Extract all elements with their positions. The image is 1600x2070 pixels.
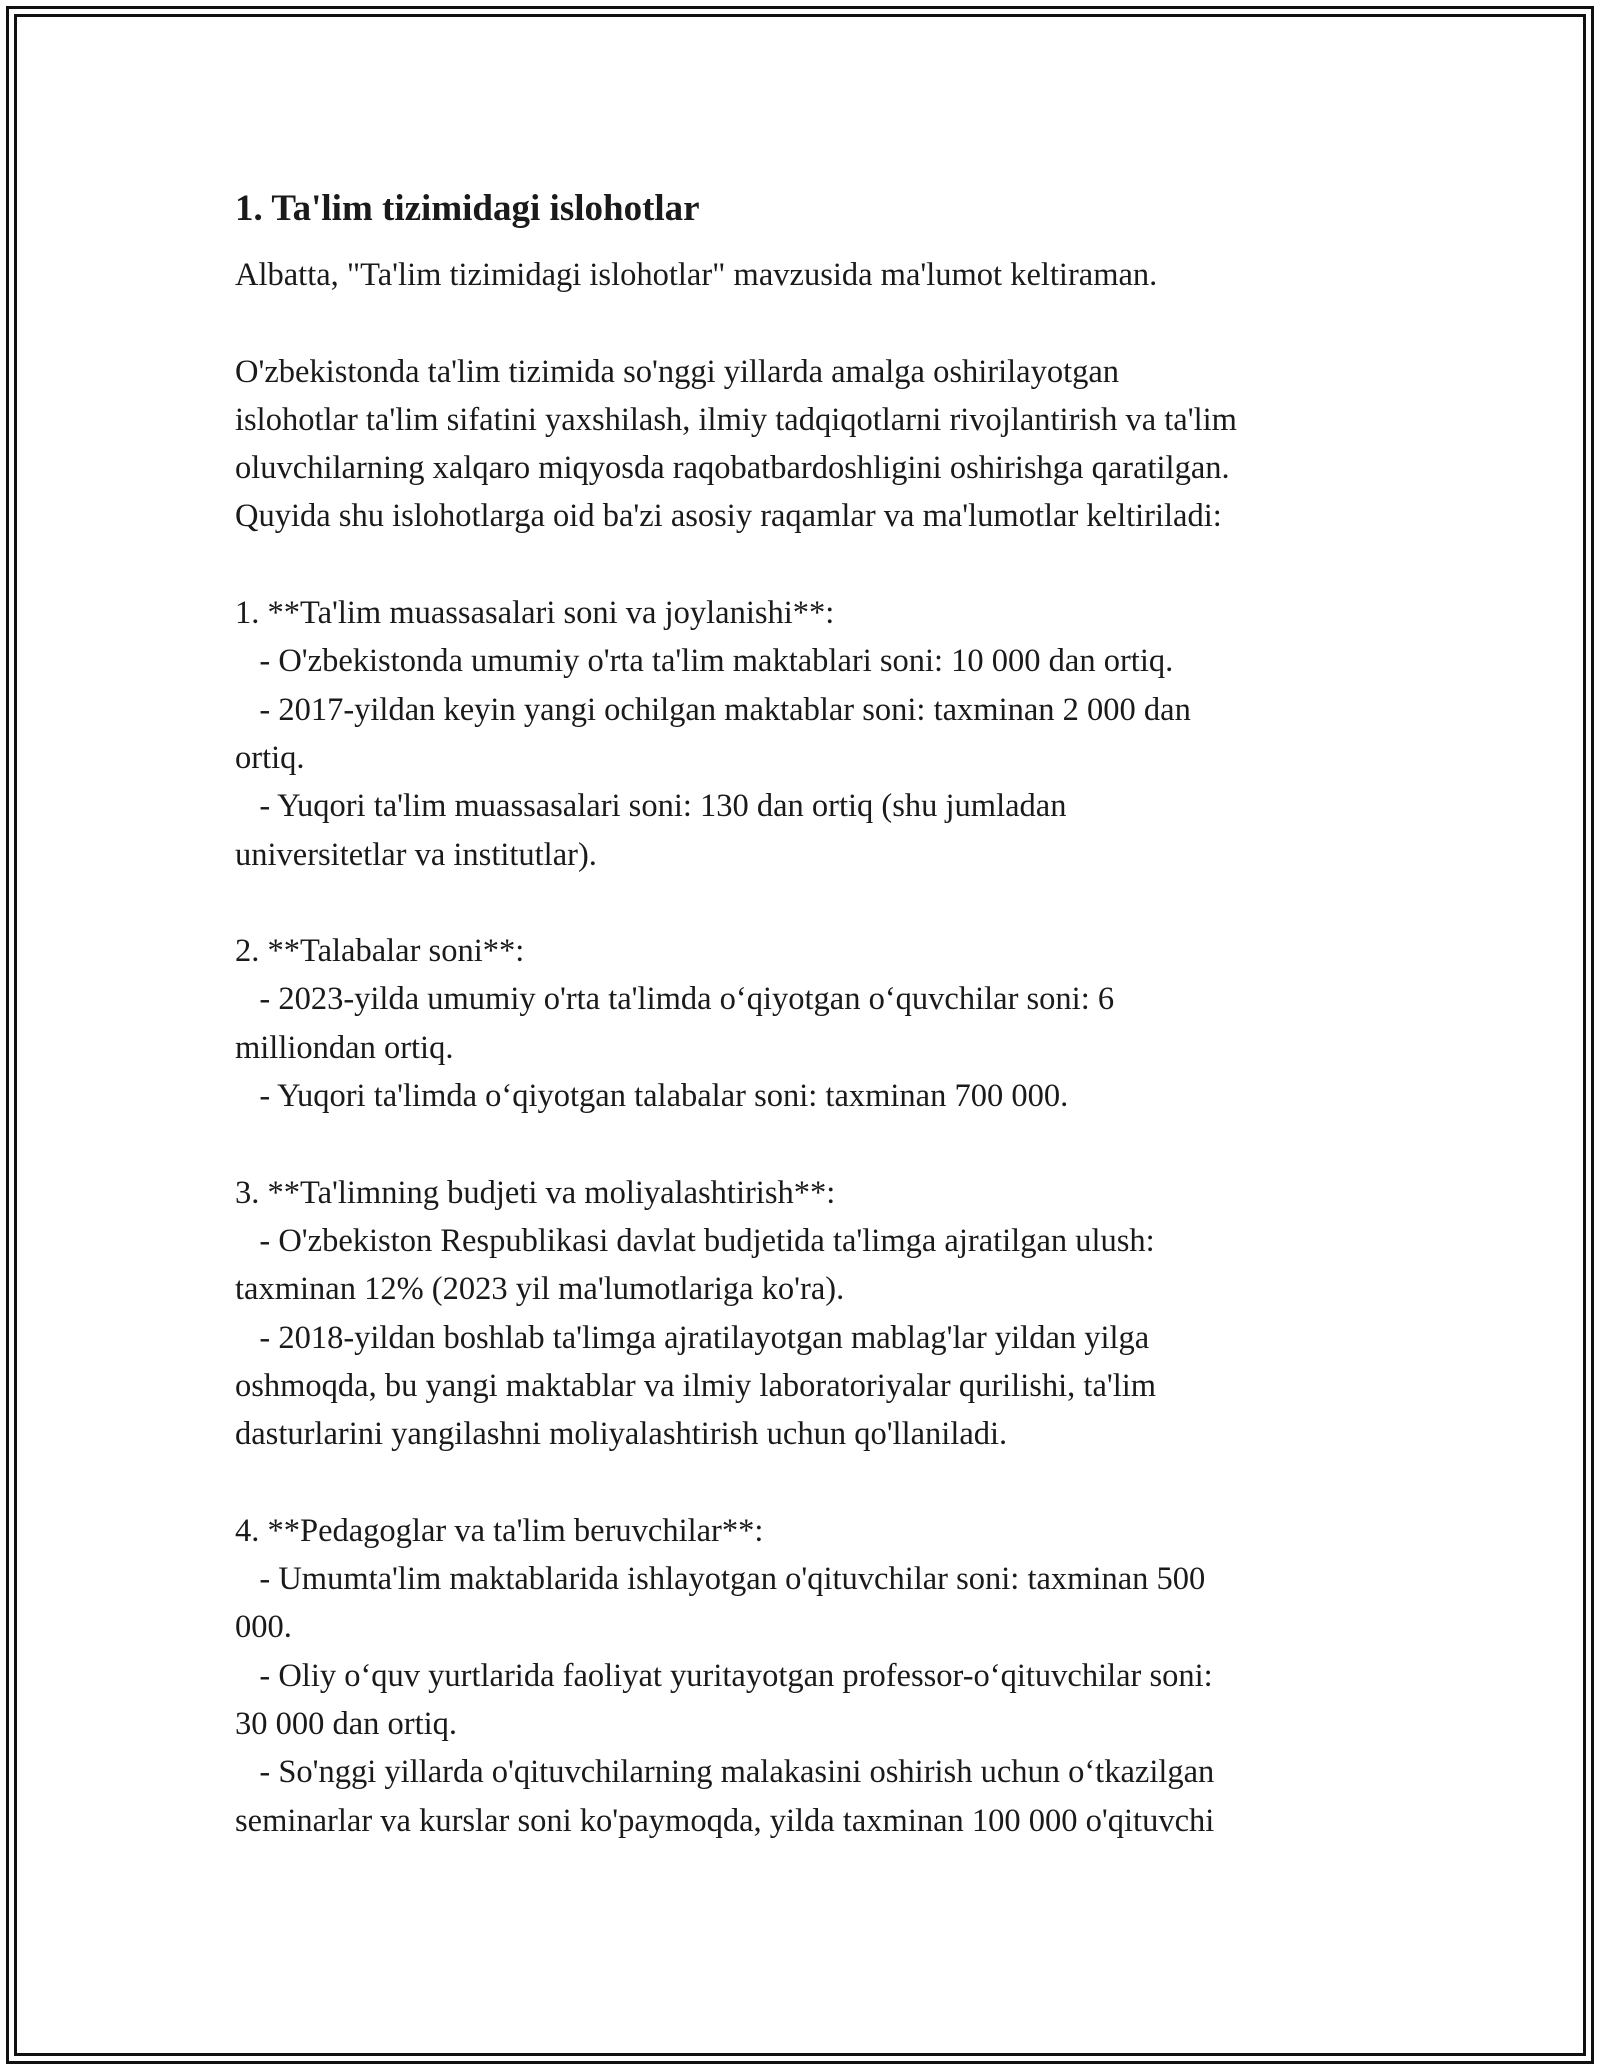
document-page (235, 185, 1365, 1845)
document-heading: 1. Ta'lim tizimidagi islohotlar (235, 188, 700, 229)
document-body: Albatta, "Ta'lim tizimidagi islohotlar" mavzusida ma'lumot keltiraman. O'zbekistonda ta'lim tizimida so'nggi yillarda amalga oshirilayotgan islohotlar ta'lim sifatini yaxshilash, ilmiy tadqiqotlarni rivojlantirish va ta'lim oluvchilarning xalqaro miqyosda raqobatbardoshligini oshirishga qaratilgan. Quyida shu islohotlarga oid ba'zi asosiy raqamlar va ma'lumotlar keltiriladi: 1. **Ta'lim muassasalari soni va joylanishi**: - O'zbekistonda umumiy o'rta ta'lim maktablari soni: 10 000 dan ortiq. - 2017-yildan keyin yangi ochilgan maktablar soni: taxminan 2 000 dan ortiq. - Yuqori ta'lim muassasalari soni: 130 dan ortiq (shu jumladan universitetlar va institutlar). 2. **Talabalar soni**: - 2023-yilda umumiy o'rta ta'limda oʻqiyotgan oʻquvchilar soni: 6 milliondan ortiq. - Yuqori ta'limda oʻqiyotgan talabalar soni: taxminan 700 000. 3. **Ta'limning budjeti va moliyalashtirish**: - O'zbekiston Respublikasi davlat budjetida ta'limga ajratilgan ulush: taxminan 12% (2023 yil ma'lumotlariga ko'ra). - 2018-yildan boshlab ta'limga ajratilayotgan mablag'lar yildan yilga oshmoqda, bu yangi maktablar va ilmiy laboratoriyalar qurilishi, ta'lim dasturlarini yangilashni moliyalashtirish uchun qo'llaniladi. 4. **Pedagoglar va ta'lim beruvchilar**: - Umumta'lim maktablarida ishlayotgan o'qituvchilar soni: taxminan 500 000. - Oliy oʻquv yurtlarida faoliyat yuritayotgan professor-oʻqituvchilar soni: 30 000 dan ortiq. - So'nggi yillarda o'qituvchilarning malakasini oshirish uchun oʻtkazilgan seminarlar va kurslar soni ko'paymoqda, yilda taxminan 100 000 o'qituvchi (235, 257, 1237, 1839)
